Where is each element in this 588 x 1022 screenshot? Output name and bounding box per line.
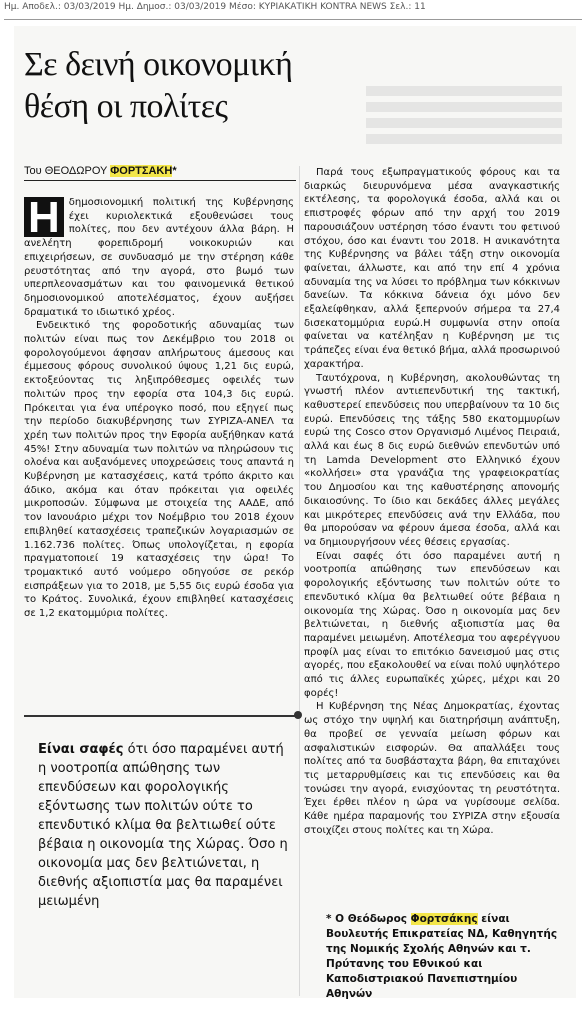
pull-quote bbox=[38, 740, 288, 911]
article-paragraph: Παρά τους εξωπραγματικούς φόρους και τα διαρκώς διευρυνόμενα μέσα αναγκαστικής εκτέλεσης, τα φορολογικά έσοδα, αλλά και οι επιστροφές φόρων από την αρχή του 2019 παρουσιάζουν υστέρηση τόσο έναντι του φετινού στόχου, όσο και έναντι του 2018. Η ανικανότητα της Κυβέρνησης να βάλει τάξη στην οικονομία φαίνεται, άλλωστε, και από την επί 4 χρόνια αδυναμία της να λύσει το πρόβλημα των κόκκινων δανείων. Τα κόκκινα δάνεια όχι μόνο δεν εξαλείφθηκαν, αλλά ξεπερνούν σήμερα τα 27,4 δισεκατομμύρια ευρώ.Η συμφωνία στην οποία φαίνεται να κατέληξαν η Κυβέρνηση με τις τράπεζες είναι ένα θετικό βήμα, αλλά προσωρινού χαρακτήρα. bbox=[304, 167, 560, 370]
article-paragraph: Η Κυβέρνηση της Νέας Δημοκρατίας, έχοντας ως στόχο την υψηλή και διατηρήσιμη ανάπτυξη, θα προβεί σε γενναία μείωση φόρων και ασφαλιστικών εισφορών. Θα απαλλάξει τους πολίτες από τα δυσβάσταχτα βάρη, θα επιταχύνει τις μεταρρυθμίσεις και τις επενδύσεις και θα τονώσει την αγορά, ενισχύοντας τη ρευστότητα. Έχει έρθει πλέον η ώρα να γυρίσουμε σελίδα. Κάθε ημέρα παραμονής του ΣΥΡΙΖΑ στην εξουσία στοιχίζει στους πολίτες και τη Χώρα. bbox=[304, 701, 560, 836]
meta-divider bbox=[4, 19, 582, 20]
faded-sidebar-box bbox=[366, 80, 562, 160]
article-headline bbox=[24, 44, 354, 128]
headline-line-2: θέση οι πολίτες bbox=[24, 88, 228, 125]
byline-suffix: * bbox=[172, 165, 177, 177]
article-paragraph bbox=[24, 193, 294, 319]
pull-quote-lead: Είναι σαφές bbox=[38, 742, 124, 757]
drop-cap: Η bbox=[24, 197, 64, 237]
bio-prefix: * Ο Θεόδωρος bbox=[326, 913, 411, 925]
article-paragraph: Ενδεικτικό της φοροδοτικής αδυναμίας των πολιτών είναι πως τον Δεκέμβριο του 2018 οι φορολογούμενοι άφησαν απλήρωτους άμεσους και έμμεσους φόρους συνολικού ύψους 1,21 δις ευρώ, εκτοξεύοντας τις ληξιπρόθεσμες οφειλές των πολιτών προς την εφορία στα 104,3 δις ευρώ. Πρόκειται για ένα υπέρογκο ποσό, που εξηγεί πως την περίοδο διακυβέρνησης των ΣΥΡΙΖΑ-ΑΝΕΛ τα χρέη των πολιτών προς την Εφορία αυξήθηκαν κατά 45%! Στην αδυναμία των πολιτών να πληρώσουν τις ολοένα και αυξανόμενες υποχρεώσεις τους απαντά η Κυβέρνηση με κατασχέσεις, κατά τρόπο άκριτο και άδικο, ακόμα και όταν πρόκειται για οφειλές μικροποσών. Σύμφωνα με στοιχεία της ΑΑΔΕ, από τον Ιανουάριο μέχρι τον Νοέμβριο του 2018 έχουν επιβληθεί κατασχέσεις τραπεζικών λογαριασμών σε 1.162.736 πολίτες. Όπως υπολογίζεται, η εφορία πραγματοποιεί 19 κατασχέσεις την ώρα! Το τρομακτικό αυτό νούμερο οδηγούσε σε ρεκόρ εισπράξεων για το 2018, με 5,55 δις ευρώ έσοδα για το Κράτος. Συνολικά, έχουν επιβληθεί κατασχέσεις σε 1,2 εκατομμύρια πολίτες. bbox=[24, 320, 294, 620]
paragraph-text: δημοσιονομική πολιτική της Κυβέρνησης έχει κυριολεκτικά εξουθενώσει τους πολίτες, που δεν αντέχουν άλλα βάρη. Η ανελέητη φορεπιδρομή νοικοκυριών και επιχειρήσεων, σε συνδυασμό με την στέρηση κάθε ρευστότητας από την αγορά, στο βωμό των υπερπλεονασμάτων και του φαινομενικά θετικού δημοσιονομικού αποτελέσματος, έχουν αυξήσει δραματικά το ιδιωτικό χρέος. bbox=[24, 197, 294, 318]
pull-quote-text: ότι όσο παραμένει αυτή η νοοτροπία απώθησης των επενδύσεων και φορολογικής εξόντωσης των πολιτών ούτε το επενδυτικό κλίμα θα βελτιωθεί ούτε βέβαια η οικονομία της Χώρας. Όσο η οικονομία μας δεν βελτιώνεται, η διεθνής αξιοπιστία μας θα παραμένει μειωμένη bbox=[38, 742, 288, 909]
section-divider bbox=[24, 715, 296, 717]
author-bio bbox=[326, 912, 562, 1002]
column-separator bbox=[299, 166, 300, 996]
clipping-meta: Ημ. Αποδελ.: 03/03/2019 Ημ. Δημοσ.: 03/03/2019 Μέσο: ΚΥΡΙΑΚΑΤΙΚΗ KONTRA NEWS Σελ.: 11 bbox=[4, 2, 426, 12]
byline-name: ΦΟΡΤΣΑΚΗ bbox=[110, 165, 173, 177]
byline bbox=[24, 165, 177, 177]
article-paragraph: Είναι σαφές ότι όσο παραμένει αυτή η νοοτροπία απώθησης των επενδύσεων και φορολογικής εξόντωσης των πολιτών ούτε το επενδυτικό κλίμα θα βελτιωθεί ούτε βέβαια η οικονομία της Χώρας. Όσο η οικονομία μας δεν βελτιώνεται, η διεθνής αξιοπιστία μας θα παραμένει μειωμένη. Αποτέλεσμα του αφερέγγυου προφίλ μας είναι το επιτόκιο δανεισμού μας στις αγορές, που εξακολουθεί να είναι πολύ υψηλότερο από τις άλλες ευρωπαϊκές χώρες, μέχρι και 20 φορές! bbox=[304, 550, 560, 699]
bio-name: Φορτσάκης bbox=[410, 913, 478, 925]
byline-rule bbox=[24, 180, 296, 181]
article-paragraph: Ταυτόχρονα, η Κυβέρνηση, ακολουθώντας τη γνωστή πλέον αντιεπενδυτική της τακτική, καθυστερεί επενδύσεις που υπερβαίνουν τα 10 δις ευρώ. Επενδύσεις της τάξης 580 εκατομμυρίων ευρώ της Cosco στον Οργανισμό Λιμένος Πειραιά, αλλά και έως 8 δις ευρώ διεθνών επενδυτών υπό τη Lamda Development στο Ελληνικό έχουν «κολλήσει» στα γρανάζια της γραφειοκρατίας του Δημοσίου και της καθυστέρησης απονομής δικαιοσύνης. Το ίδιο και δεκάδες άλλες μεγάλες και μικρότερες επενδύσεις ανά την Ελλάδα, που θα μπορούσαν να φέρουν άμεσα έσοδα, αλλά και να δημιουργήσουν νέες θέσεις εργασίας. bbox=[304, 372, 560, 548]
byline-prefix: Του ΘΕΟΔΩΡΟΥ bbox=[24, 165, 111, 177]
divider-dot bbox=[294, 711, 302, 719]
article-right-column bbox=[304, 166, 560, 837]
article-left-column bbox=[24, 193, 294, 621]
headline-line-1: Σε δεινή οικονομική bbox=[24, 46, 293, 83]
bio-text: είναι Βουλευτής Επικρατείας ΝΔ, Καθηγητής της Νομικής Σχολής Αθηνών και τ. Πρύτανης του Εθνικού και Καποδιστριακού Πανεπιστημίου Αθηνών bbox=[326, 913, 558, 1000]
